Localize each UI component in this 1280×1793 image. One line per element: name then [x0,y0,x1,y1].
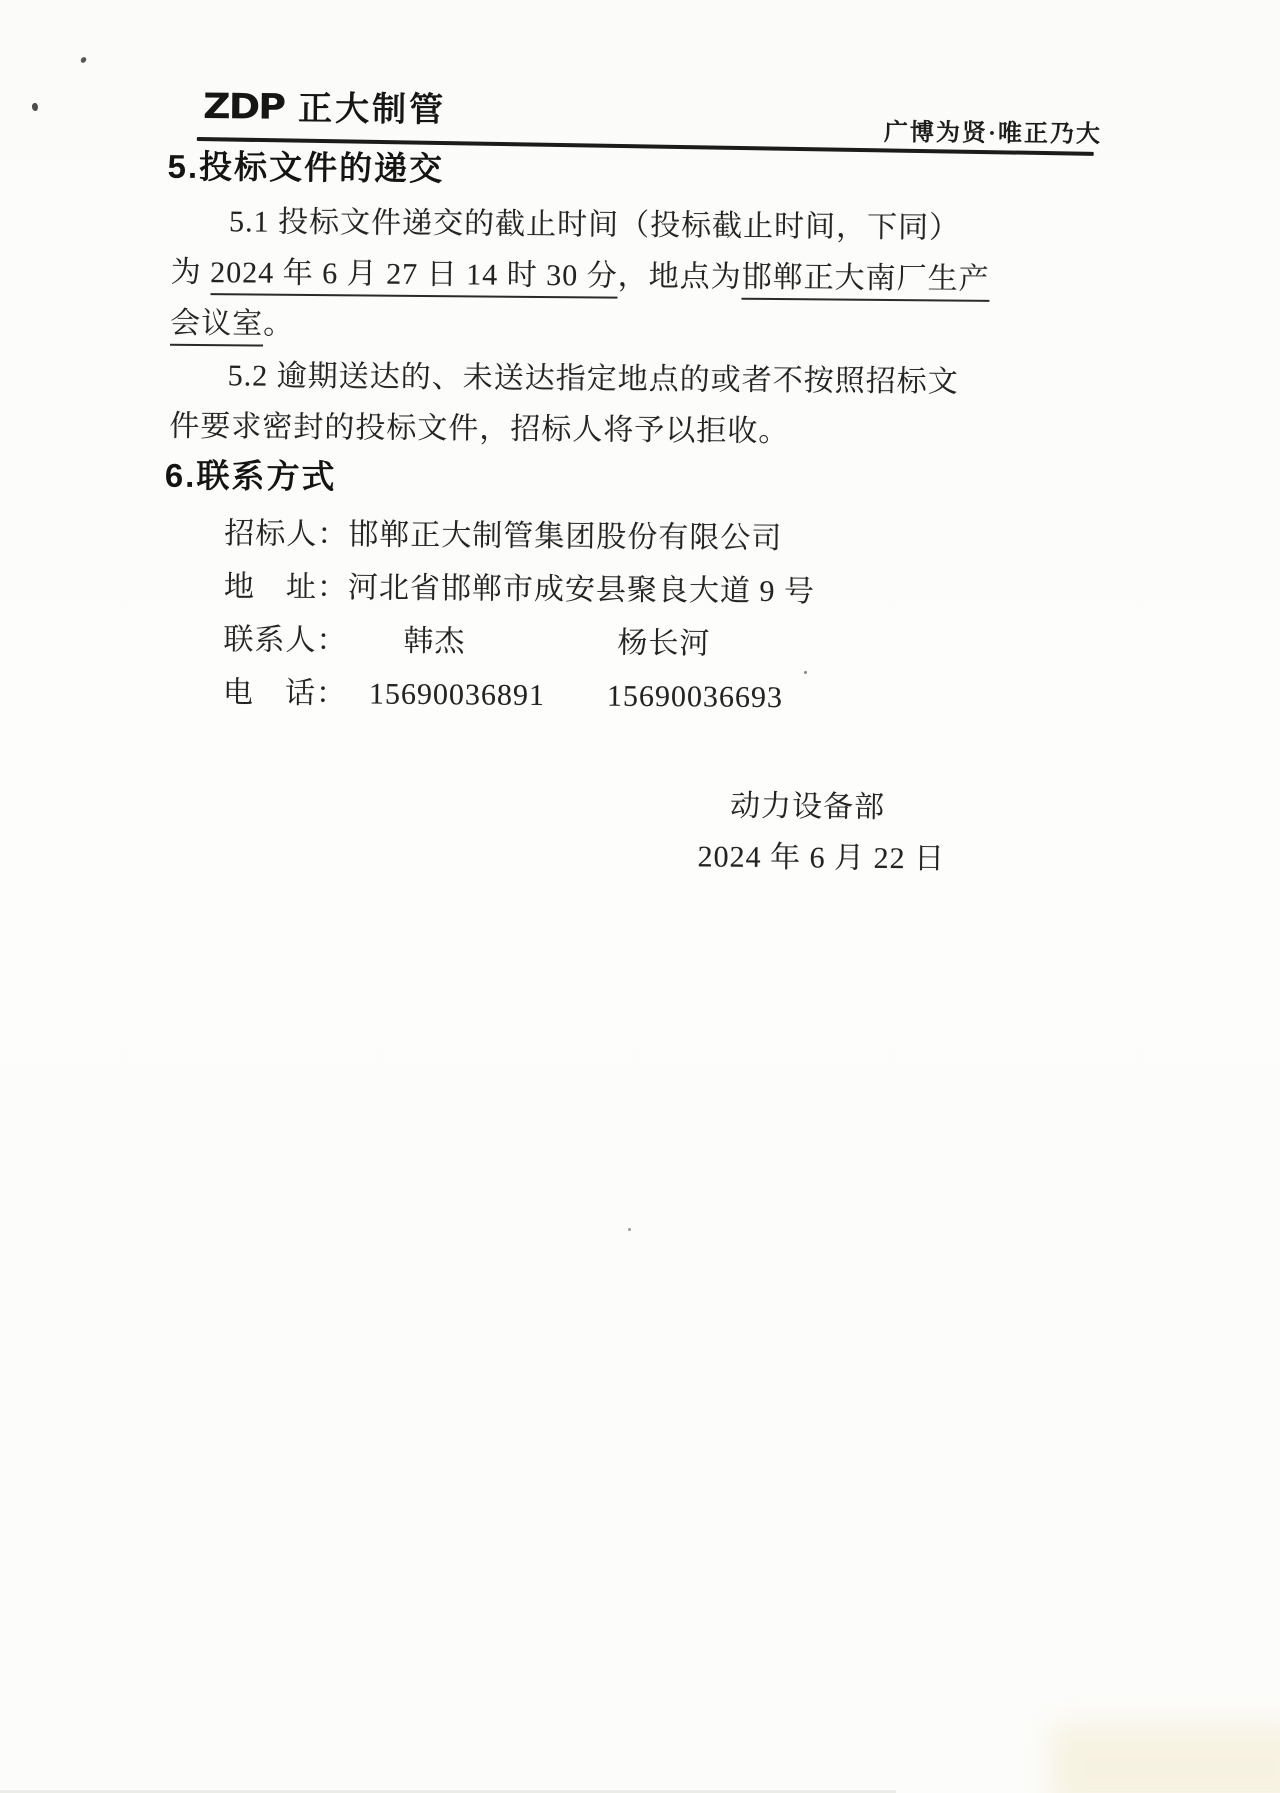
logo-brand-text: 正大制管 [297,88,447,131]
contacts-row [223,614,710,662]
signoff-department: 动力设备部 [729,789,886,825]
deadline-underlined: 2024 年 6 月 27 日 14 时 30 分 [210,256,618,299]
signoff-date: 2024 年 6 月 22 日 [697,840,946,876]
phone-number-1: 15690036891 [368,677,546,713]
clause-5-1-line-1: 5.1 投标文件递交的截止时间（投标截止时间，下同） [228,205,961,245]
clause-5-2-line-1: 5.2 逾期送达的、未送达指定地点的或者不按照招标文 [227,359,959,399]
phone-label: 电 话： [222,676,348,711]
company-slogan: 广博为贤·唯正乃大 [883,119,1103,148]
clause-5-1-line-2-prefix: 为 [170,255,211,290]
section-5-heading: 5.投标文件的递交 [167,147,445,188]
bidder-row [224,508,782,557]
section-6-heading: 6.联系方式 [164,456,337,496]
address-row [224,561,815,610]
contact-name-2: 杨长河 [617,626,711,661]
location-underlined-cont: 会议室 [170,307,263,347]
contact-name-1: 韩杰 [403,624,466,659]
clause-5-2-line-2: 件要求密封的投标文件，招标人将予以拒收。 [169,409,790,449]
clause-5-1-line-2 [171,247,990,298]
contacts-label: 联系人： [223,623,348,658]
bidder-value: 邯郸正大制管集团股份有限公司 [348,518,783,556]
address-label: 地 址： [223,570,349,605]
address-value: 河北省邯郸市成安县聚良大道 9 号 [347,571,816,609]
clause-5-1-line-3 [170,298,294,343]
clause-5-1-line-3-end: 。 [263,307,295,341]
logo-zdp-text: ZDP [202,85,285,127]
bidder-label: 招标人： [224,517,349,552]
phone-row [223,667,783,716]
company-logo [203,80,446,131]
clause-5-1-line-2-middle: ，地点为 [617,259,742,294]
phone-number-2: 15690036693 [606,679,784,715]
location-underlined: 邯郸正大南厂生产 [741,261,989,302]
